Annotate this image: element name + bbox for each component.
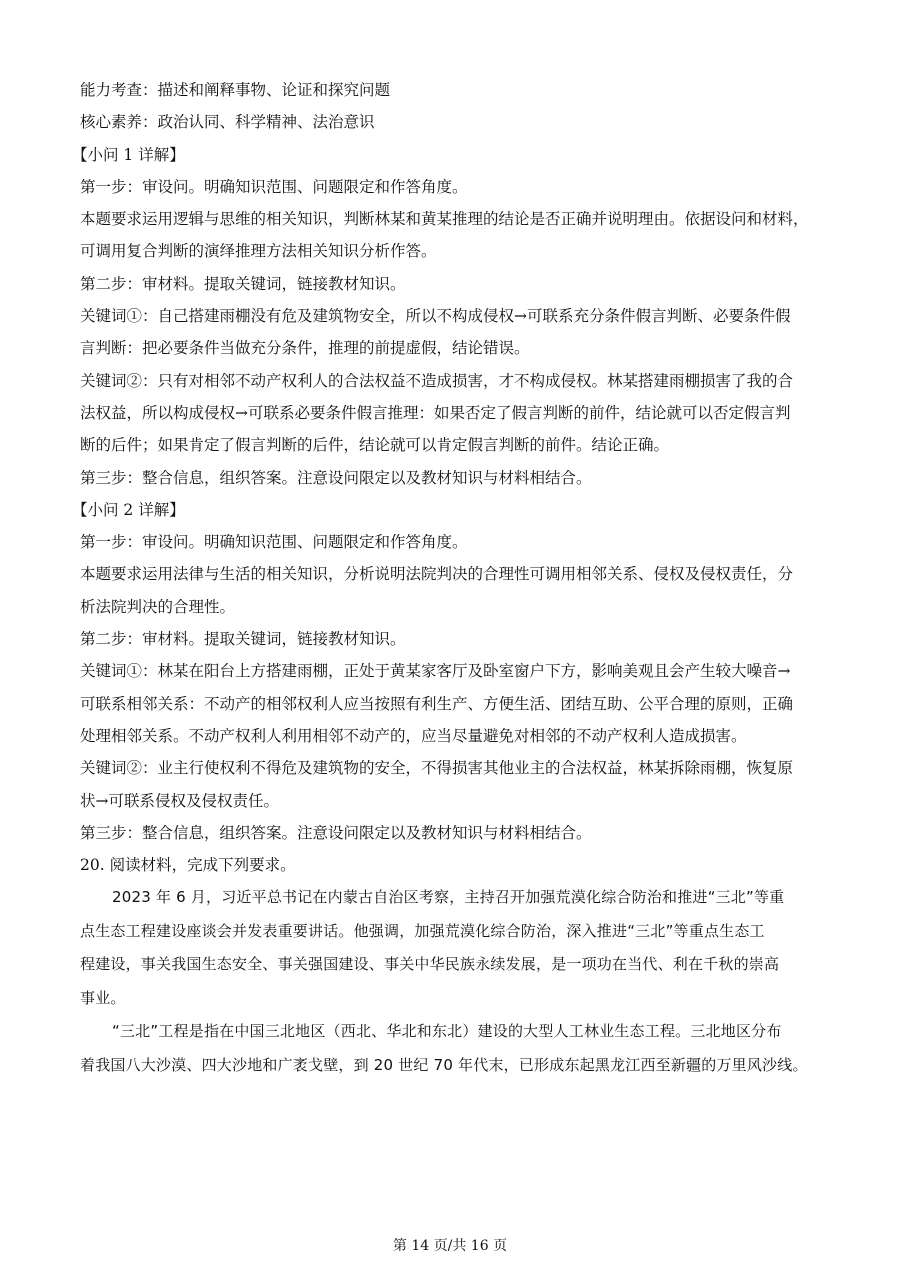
sub-question-1-heading: 【小问 1 详解】 — [72, 145, 185, 164]
q2-paragraph-line: 析法院判决的合理性。 — [80, 597, 236, 616]
question-20-prompt: 20. 阅读材料，完成下列要求。 — [80, 856, 296, 875]
page-number-footer: 第 14 页/共 16 页 — [392, 1238, 508, 1254]
q1-step-3: 第三步：整合信息，组织答案。注意设问限定以及教材知识与材料相结合。 — [80, 468, 592, 487]
q1-paragraph-line: 本题要求运用逻辑与思维的相关知识，判断林某和黄某推理的结论是否正确并说明理由。依据设问和材料， — [80, 210, 809, 229]
q2-keyword-1: 关键词①：林某在阳台上方搭建雨棚，正处于黄某家客厅及卧室窗户下方，影响美观且会产生较大噪音→ — [80, 662, 791, 681]
q1-step-2: 第二步：审材料。提取关键词，链接教材知识。 — [80, 274, 406, 293]
material-paragraph-1-line: 2023 年 6 月，习近平总书记在内蒙古自治区考察，主持召开加强荒漠化综合防治和推进“三北”等重 — [112, 888, 785, 907]
q2-keyword-2: 关键词②：业主行使权利不得危及建筑物的安全，不得损害其他业主的合法权益，林某拆除雨棚，恢复原 — [80, 759, 794, 778]
material-paragraph-2-line: 着我国八大沙漠、四大沙地和广袤戈壁，到 20 世纪 70 年代末，已形成东起黑龙江西至新疆的万里风沙线。 — [80, 1055, 808, 1074]
q1-keyword-1-cont: 言判断：把必要条件当做充分条件，推理的前提虚假，结论错误。 — [80, 339, 530, 358]
q1-keyword-2-cont: 断的后件；如果肯定了假言判断的后件，结论就可以肯定假言判断的前件。结论正确。 — [80, 436, 670, 455]
q2-step-1: 第一步：审设问。明确知识范围、问题限定和作答角度。 — [80, 533, 468, 552]
q2-keyword-1-cont: 可联系相邻关系：不动产的相邻权利人应当按照有利生产、方便生活、团结互助、公平合理的原则，正确 — [80, 694, 794, 713]
document-page — [72, 74, 824, 1082]
material-paragraph-1-line: 点生态工程建设座谈会并发表重要讲话。他强调，加强荒漠化综合防治，深入推进“三北”等重点生态工 — [80, 921, 765, 940]
q2-step-3: 第三步：整合信息，组织答案。注意设问限定以及教材知识与材料相结合。 — [80, 823, 592, 842]
q1-paragraph-line: 可调用复合判断的演绎推理方法相关知识分析作答。 — [80, 242, 437, 261]
q1-step-1: 第一步：审设问。明确知识范围、问题限定和作答角度。 — [80, 177, 468, 196]
q2-keyword-2-cont: 状→可联系侵权及侵权责任。 — [80, 791, 279, 810]
ability-line: 能力考查：描述和阐释事物、论证和探究问题 — [80, 81, 391, 99]
q1-keyword-2: 关键词②：只有对相邻不动产权利人的合法权益不造成损害，才不构成侵权。林某搭建雨棚损害了我的合 — [80, 371, 794, 390]
material-paragraph-1-line: 事业。 — [80, 988, 126, 1007]
literacy-line: 核心素养：政治认同、科学精神、法治意识 — [80, 113, 375, 132]
sub-question-2-heading: 【小问 2 详解】 — [72, 500, 185, 519]
q2-step-2: 第二步：审材料。提取关键词，链接教材知识。 — [80, 630, 406, 649]
material-paragraph-1-line: 程建设，事关我国生态安全、事关强国建设、事关中华民族永续发展，是一项功在当代、利在千秋的崇高 — [80, 955, 780, 974]
q1-keyword-1: 关键词①：自己搭建雨棚没有危及建筑物安全，所以不构成侵权→可联系充分条件假言判断、必要条件假 — [80, 307, 791, 326]
q2-keyword-1-cont: 处理相邻关系。不动产权利人利用相邻不动产的，应当尽量避免对相邻的不动产权利人造成损害。 — [80, 726, 747, 745]
material-paragraph-2-line: “三北”工程是指在中国三北地区（西北、华北和东北）建设的大型人工林业生态工程。三北地区分布 — [112, 1022, 782, 1041]
q2-paragraph-line: 本题要求运用法律与生活的相关知识，分析说明法院判决的合理性可调用相邻关系、侵权及侵权责任，分 — [80, 565, 794, 584]
q1-keyword-2-cont: 法权益，所以构成侵权→可联系必要条件假言推理：如果否定了假言判断的前件，结论就可以否定假言判 — [80, 403, 791, 422]
